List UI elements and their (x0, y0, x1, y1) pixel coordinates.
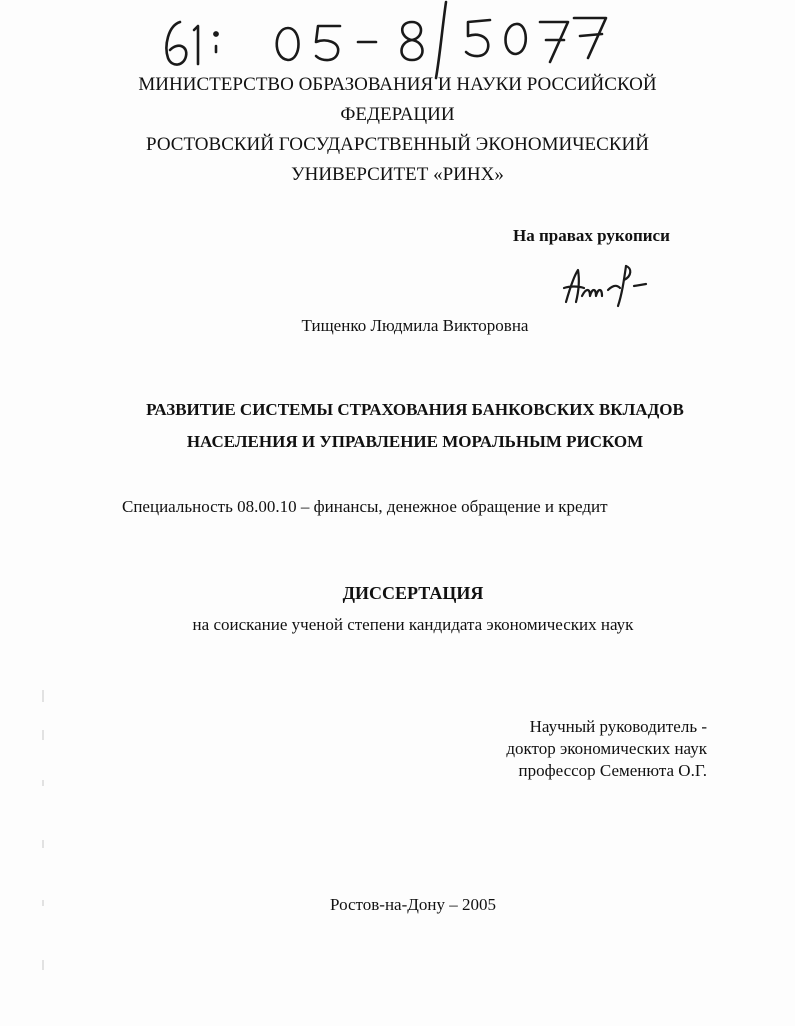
header-line-university: РОСТОВСКИЙ ГОСУДАРСТВЕННЫЙ ЭКОНОМИЧЕСКИЙ (146, 134, 649, 155)
specialty-line: Специальность 08.00.10 – финансы, денежное обращение и кредит (122, 497, 608, 516)
dissertation-title (0, 394, 795, 458)
city-year: Ростов-на-Дону – 2005 (330, 895, 496, 914)
signature (560, 258, 650, 308)
title-line-1: РАЗВИТИЕ СИСТЕМЫ СТРАХОВАНИЯ БАНКОВСКИХ ВКЛАДОВ (146, 400, 684, 419)
scan-margin-marks (40, 690, 46, 990)
author-name: Тищенко Людмила Викторовна (301, 316, 529, 335)
handwritten-archive-number (150, 0, 630, 80)
title-line-2: НАСЕЛЕНИЯ И УПРАВЛЕНИЕ МОРАЛЬНЫМ РИСКОМ (186, 432, 644, 451)
supervisor-role: Научный руководитель - (529, 717, 707, 736)
supervisor-degree: доктор экономических наук (506, 739, 707, 758)
header-line-university-name: УНИВЕРСИТЕТ «РИНХ» (291, 164, 504, 185)
dissertation-label: ДИССЕРТАЦИЯ (342, 583, 484, 603)
manuscript-rights-label: На правах рукописи (513, 226, 670, 245)
dissertation-purpose: на соискание ученой степени кандидата экономических наук (192, 615, 634, 634)
supervisor-name: профессор Семенюта О.Г. (518, 761, 707, 780)
supervisor-block (506, 716, 707, 782)
header-line-federation: ФЕДЕРАЦИИ (340, 104, 455, 125)
institution-header (0, 70, 795, 190)
header-line-ministry: МИНИСТЕРСТВО ОБРАЗОВАНИЯ И НАУКИ РОССИЙСКОЙ (138, 74, 657, 95)
